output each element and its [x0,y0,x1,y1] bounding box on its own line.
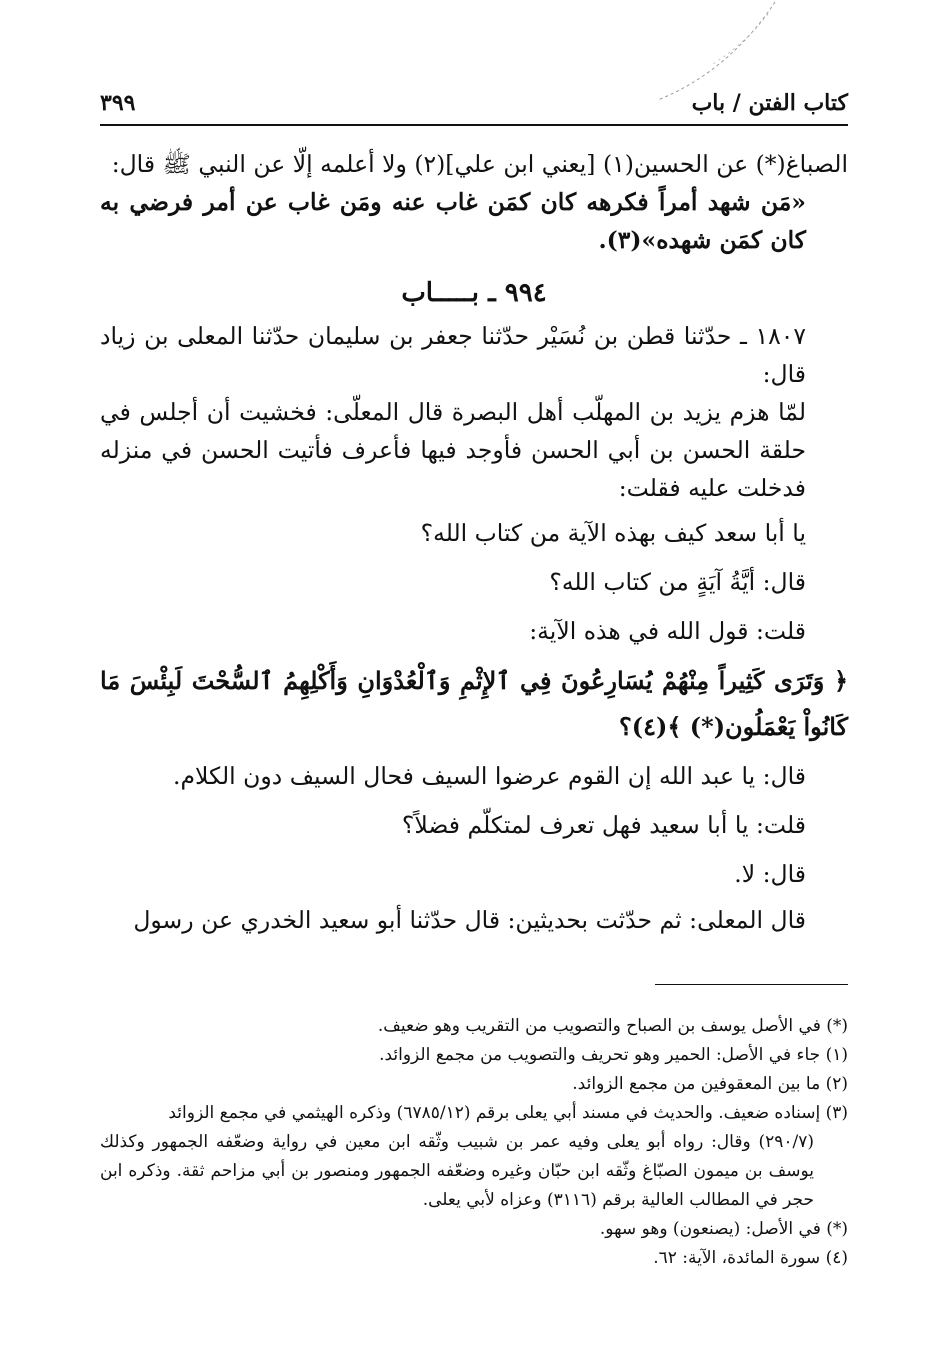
narration-paragraph: قال المعلى: ثم حدّثت بحديثين: قال حدّثنا أبو سعيد الخدري عن رسول [133,906,806,934]
dialogue-line: قلت: قول الله في هذه الآية: [529,617,806,645]
hadith-isnad: ١٨٠٧ ـ حدّثنا قطن بن نُسَيْر حدّثنا جعفر بن سليمان حدّثنا المعلى بن زياد قال: [100,322,806,388]
running-title: كتاب الفتن / باب [691,90,848,116]
paragraph-continuation: الصباغ(*) عن الحسين(١) [يعني ابن علي](٢) ولا أعلمه إلّا عن النبي ﷺ قال: [111,150,848,178]
footnote: (*) في الأصل يوسف بن الصباح والتصويب من التقريب وهو ضعيف. [377,1016,848,1036]
dialogue-line: يا أبا سعد كيف بهذه الآية من كتاب الله؟ [420,519,806,547]
page-header [100,88,848,126]
footnotes [100,1012,848,1273]
quran-verse: ﴿ وَتَرَى كَثِيراً مِنْهُمْ يُسَارِعُونَ فِي ٱلإِثْمِ وَٱلْعُدْوَانِ وَأَكْلِهِمُ ٱلسُّحْتَ لَبِئْسَ مَا كَانُواْ يَعْمَلُون(*) ﴾(٤)؟ [100,666,848,741]
footnote: (١) جاء في الأصل: الحمير وهو تحريف والتصويب من مجمع الزوائد. [379,1045,848,1065]
main-text [100,145,848,939]
dialogue-line: قال: لا. [734,860,806,888]
dialogue-line: قال: أيَّةُ آيَةٍ من كتاب الله؟ [549,568,806,596]
footnote-separator [655,984,848,985]
dialogue-line: قلت: يا أبا سعيد فهل تعرف لمتكلّم فضلاً؟ [401,811,806,839]
footnote: (٢) ما بين المعقوفين من مجمع الزوائد. [572,1074,848,1094]
hadith-quote: «مَن شهد أمراً فكرهه كان كمَن غاب عنه ومَن غاب عن أمر فرضي به كان كمَن شهده»(٣). [100,188,806,254]
footnote: (٣) إسناده ضعيف. والحديث في مسند أبي يعلى برقم (٦٧٨٥/١٢) وذكره الهيثمي في مجمع الزوائد [168,1103,848,1123]
chapter-heading: ٩٩٤ ـ بـــــاب [401,278,547,308]
page-number: ٣٩٩ [100,90,136,116]
footnote: (*) في الأصل: (يصنعون) وهو سهو. [599,1219,848,1239]
dialogue-line: قال: يا عبد الله إن القوم عرضوا السيف فحال السيف دون الكلام. [173,762,806,790]
footnote: (٤) سورة المائدة، الآية: ٦٢. [653,1248,848,1268]
narration-paragraph: لمّا هزم يزيد بن المهلّب أهل البصرة قال المعلّى: فخشيت أن أجلس في حلقة الحسن بن أبي الحسن فأوجد فيها فأعرف فأتيت الحسن في منزله فدخلت عليه فقلت: [100,398,806,502]
footnote-continuation: (٢٩٠/٧) وقال: رواه أبو يعلى وفيه عمر بن شبيب وثّقه ابن معين في رواية وضعّفه الجمهور وكذلك يوسف بن ميمون الصبّاغ وثّقه ابن حبّان وغيره وضعّفه الجمهور ومنصور بن أبي مزاحم ثقة. وذكره ابن حجر في المطالب العالية برقم (٣١١٦) وعزاه لأبي يعلى. [100,1132,814,1210]
